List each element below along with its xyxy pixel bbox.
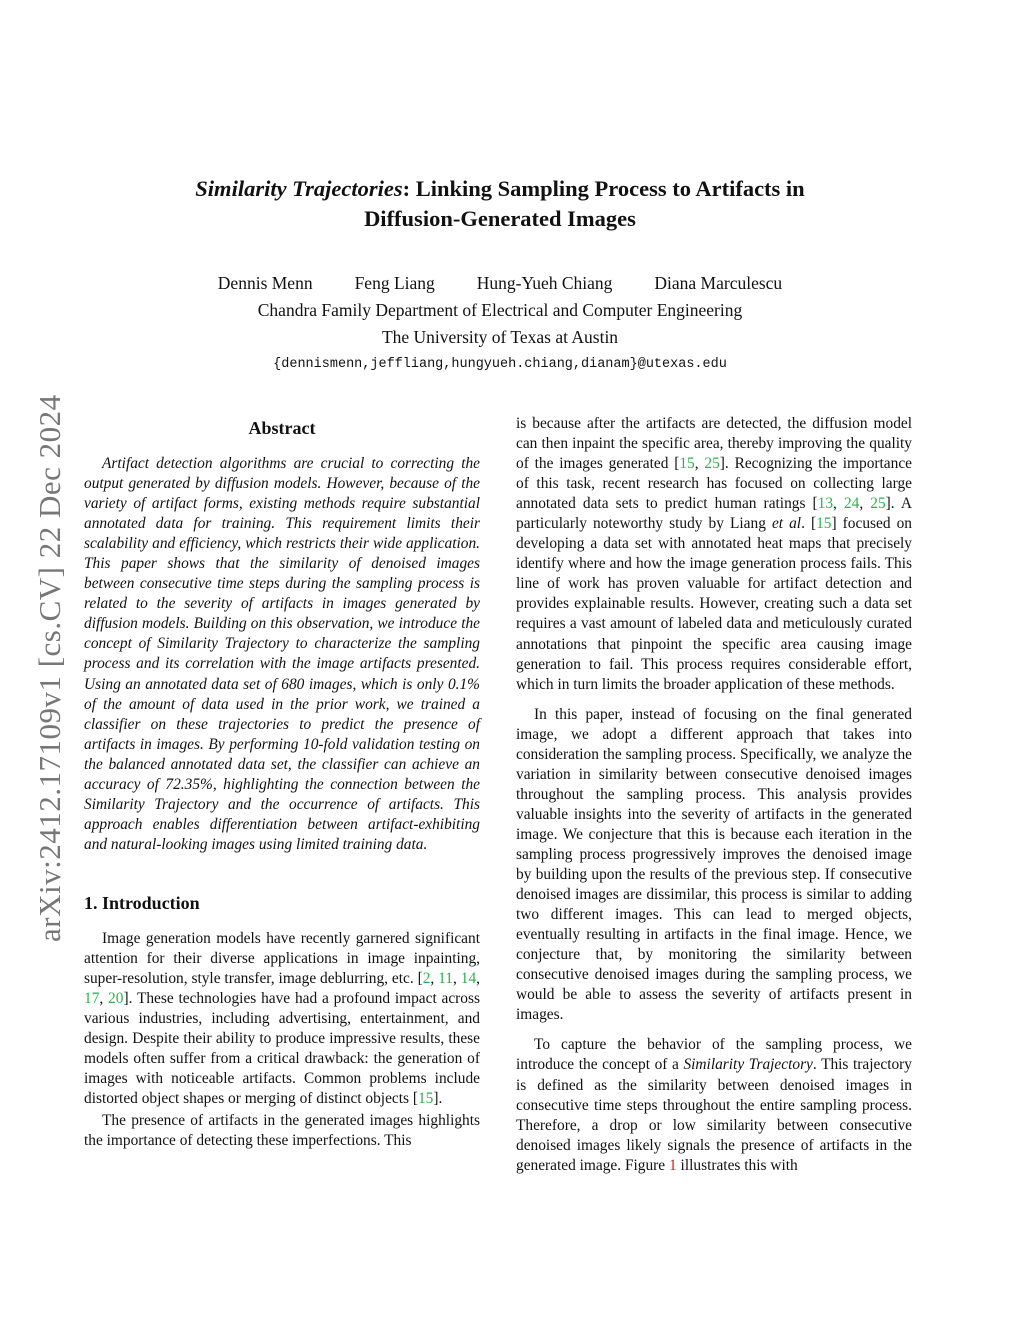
- text-run-italic: et al: [771, 515, 802, 533]
- paper-title: [120, 174, 880, 234]
- citation-link[interactable]: 25: [704, 455, 720, 473]
- citation-link[interactable]: 13: [817, 495, 834, 513]
- citation-link[interactable]: 25: [870, 495, 886, 513]
- text-run: illustrates this with: [676, 1156, 798, 1174]
- author-name: Dennis Menn: [217, 273, 313, 293]
- citation-link[interactable]: 15: [417, 1090, 434, 1108]
- text-run: ]. These technologies have had a profound impact across various industries, including advertising, entertainment, and design. Despite their ability to produce impressive results, these models often suffer from a critical drawback: the generation of images with noticeable artifacts. Common problems include distorted object shapes or merging of distinct objects [: [84, 990, 480, 1108]
- right-column: [516, 414, 912, 1186]
- author-emails: {dennismenn,jeffliang,hungyueh.chiang,dianam}@utexas.edu: [273, 357, 727, 372]
- intro-paragraph-2: The presence of artifacts in the generated images highlights the importance of detecting these imperfections. This: [84, 1112, 480, 1150]
- section-heading-introduction: 1. Introduction: [84, 892, 200, 913]
- text-run: ] focused on developing a data set with annotated heat maps that precisely identify where and how the image generation process fails. This line of work has proven valuable for artifact detection and provides explainable results. However, creating such a data set requires a vast amount of labeled data and meticulously curated annotations that pinpoint the specific area causing image generation to fail. This process requires considerable effort, which in turn limits the broader application of these methods.: [516, 515, 912, 693]
- text-run: To capture the behavior of the sampling process, we introduce the concept of a: [516, 1036, 912, 1074]
- text-run: Image generation models have recently garnered significant attention for their diverse applications in image inpainting, super-resolution, style transfer, image deblurring, etc. [: [84, 929, 480, 988]
- citation-link[interactable]: 24: [843, 495, 860, 513]
- citation-link[interactable]: 2: [422, 970, 431, 988]
- intro-paragraph-2-continued: is because after the artifacts are detected, the diffusion model can then inpaint the specific area, thereby improving the quality of the images generated [15, 25]. Recognizing the importance of this task, recent research has focused on collecting large annotated data sets to predict human ratings [13, 24, 25]. A particularly noteworthy study by Liang et al. [15] focused on developing a data set with annotated heat maps that precisely identify where and how the image generation process fails. This line of work has proven valuable for artifact detection and provides explainable results. However, creating such a data set requires a vast amount of labeled data and meticulously curated annotations that pinpoint the specific area causing image generation to fail. This process requires considerable effort, which in turn limits the broader application of these methods.: [516, 415, 912, 693]
- citation-link[interactable]: 11: [438, 970, 453, 988]
- citation-link[interactable]: 14: [460, 970, 477, 988]
- figure-reference-link[interactable]: 1: [669, 1156, 677, 1174]
- citation-link[interactable]: 15: [679, 455, 695, 473]
- affiliation-university: The University of Texas at Austin: [381, 327, 619, 347]
- arxiv-stamp: [20, 160, 70, 960]
- text-run: ]. A particularly noteworthy study by Liang: [516, 495, 912, 533]
- affiliation-department: Chandra Family Department of Electrical and Computer Engineering: [257, 300, 743, 320]
- author-block: [120, 270, 880, 378]
- text-run: . [: [801, 515, 817, 533]
- arxiv-identifier: arXiv:2412.17109v1 [cs.CV] 22 Dec 2024: [32, 394, 67, 942]
- intro-paragraph-4: [516, 1035, 912, 1175]
- title-italic: Similarity Trajectories: [195, 176, 403, 201]
- citation-link[interactable]: 20: [108, 990, 124, 1008]
- citation-link[interactable]: 15: [816, 515, 832, 533]
- abstract-text: Artifact detection algorithms are crucial to correcting the output generated by diffusion models. However, because of the variety of artifact forms, existing methods require substantial annotated data for training. This requirement limits their scalability and efficiency, which restricts their wide application. This paper shows that the similarity of denoised images between consecutive time steps during the sampling process is related to the severity of artifacts in images generated by diffusion models. Building on this observation, we introduce the concept of Similarity Trajectory to characterize the sampling process and its correlation with the image artifacts presented. Using an annotated data set of 680 images, which is only 0.1% of the amount of data used in the prior work, we trained a classifier on these trajectories to predict the presence of artifacts in images. By performing 10-fold validation testing on the balanced annotated data set, the classifier can achieve an accuracy of 72.35%, highlighting the connection between the Similarity Trajectory and the occurrence of artifacts. This approach enables differentiation between artifact-exhibiting and natural-looking images using limited training data.: [84, 455, 480, 853]
- left-column: [84, 414, 480, 1161]
- author-name: Diana Marculescu: [654, 273, 783, 293]
- title-rest: : Linking Sampling Process to Artifacts in: [402, 176, 805, 201]
- author-list: [120, 270, 880, 297]
- title-line2: Diffusion-Generated Images: [364, 206, 636, 231]
- text-run: is because after the artifacts are detected, the diffusion model can then inpaint the specific area, thereby improving the quality of the images generated [: [516, 415, 912, 473]
- abstract-heading: Abstract: [248, 418, 316, 438]
- author-name: Hung-Yueh Chiang: [476, 273, 613, 293]
- text-run: ].: [433, 1090, 443, 1108]
- author-name: Feng Liang: [354, 273, 435, 293]
- text-run-italic: Similarity Trajectory: [683, 1056, 813, 1074]
- citation-link[interactable]: 17: [84, 990, 100, 1008]
- intro-paragraph-1: Image generation models have recently garnered significant attention for their diverse applications in image inpainting, super-resolution, style transfer, image deblurring, etc. [2, 11, 14, 17, 20]. These technologies have had a profound impact across various industries, including advertising, entertainment, and design. Despite their ability to produce impressive results, these models often suffer from a critical drawback: the generation of images with noticeable artifacts. Common problems include distorted object shapes or merging of distinct objects [15].: [84, 929, 480, 1108]
- text-run: . This trajectory is defined as the similarity between denoised images in consecutive time steps throughout the entire sampling process. Therefore, a drop or low similarity between consecutive denoised images likely signals the presence of artifacts in the generated image. Figure: [516, 1056, 912, 1174]
- text-run: ]. Recognizing the importance of this task, recent research has focused on collecting large annotated data sets to predict human ratings [: [516, 455, 912, 513]
- intro-paragraph-3: In this paper, instead of focusing on the final generated image, we adopt a different approach that takes into consideration the sampling process. Specifically, we analyze the variation in similarity between consecutive denoised images throughout the sampling process. This analysis provides valuable insights into the severity of artifacts in the generated image. We conjecture that this is because each iteration in the sampling process progressively improves the denoised image by building upon the results of the previous step. If consecutive denoised images are dissimilar, this process is similar to adding two different images. This can lead to merged objects, eventually resulting in artifacts in the final image. Hence, we conjecture that, by monitoring the similarity between consecutive denoised images during the sampling process, we would be able to assess the severity of artifacts present in images.: [516, 705, 912, 1024]
